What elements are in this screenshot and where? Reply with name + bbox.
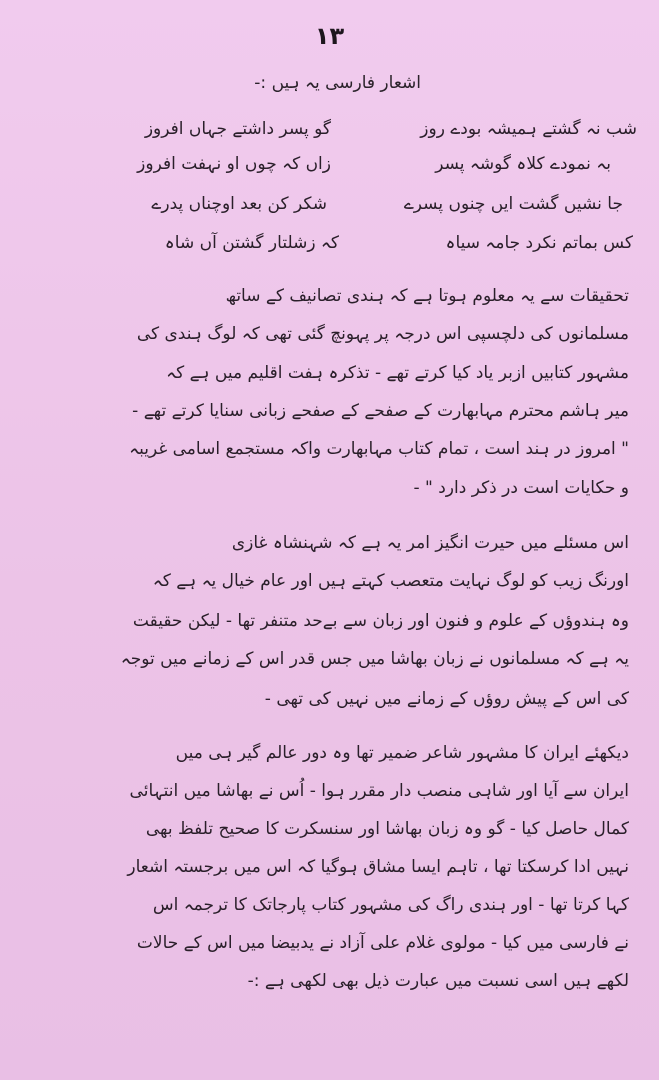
paragraph-line: لکھے ہیں اسی نسبت میں عبارت ذیل بھی لکھی ہے :- [247,971,629,991]
page-number: ۱۳ [314,22,345,50]
verses-heading: اشعار فارسی یہ ہیں :- [254,73,421,93]
paragraph-line: کمال حاصل کیا - گو وہ زبان بھاشا اور سنسکرت کا صحیح تلفظ بھی [145,819,629,839]
verse-2-second: زاں کہ چوں او نہفت افروز [137,154,331,174]
paragraph-line: وہ ہندوؤں کے علوم و فنون اور زبان سے بےحد متنفر تھا - لیکن حقیقت [132,611,629,631]
verse-4-first: کس بماتم نکرد جامہ سیاہ [445,233,633,253]
verse-1-first: شب نہ گشتے ہمیشہ بودے روز [420,119,637,139]
paragraph-line: کی اس کے پیش روؤں کے زمانے میں نہیں کی تھی - [264,689,629,709]
paragraph-line: مشہور کتابیں ازبر یاد کیا کرتے تھے - تذکرہ ہفت اقلیم میں ہے کہ [166,363,629,383]
paragraph-line: نے فارسی میں کیا - مولوی غلام علی آزاد نے یدبیضا میں اس کے حالات [136,933,629,953]
paragraph-line: دیکھئے ایران کا مشہور شاعر ضمیر تھا وہ دور عالم گیر ہی میں [175,743,629,763]
verse-2-first: بہ نمودے کلاہ گوشہ پسر [435,154,611,174]
verse-3-second: شکر کن بعد اوچناں پدرے [151,194,327,214]
paragraph-line: کہا کرتا تھا - اور ہندی راگ کی مشہور کتاب پارجاتک کا ترجمہ اس [152,895,629,915]
paragraph-line: " امروز در ہند است ، تمام کتاب مہابھارت واکہ مستجمع اسامی غریبہ [129,439,629,459]
paragraph-line: و حکایات است در ذکر دارد " - [413,478,629,498]
paragraph-line: ایران سے آیا اور شاہی منصب دار مقرر ہوا - اُس نے بھاشا میں انتہائی [129,781,629,801]
paragraph-line: اورنگ زیب کو لوگ نہایت متعصب کہتے ہیں اور عام خیال یہ ہے کہ [152,571,629,591]
verse-1-second: گو پسر داشتے جہاں افروز [144,119,331,139]
paragraph-line: یہ ہے کہ مسلمانوں نے زبان بھاشا میں جس قدر اس کے زمانے میں توجہ [120,649,629,669]
paragraph-line: اس مسئلے میں حیرت انگیز امر یہ ہے کہ شہنشاہ غازی [231,533,629,553]
verse-4-second: کہ زشلتار گشتن آں شاہ [164,233,339,253]
paragraph-line: میر ہاشم محترم مہابھارت کے صفحے کے صفحے زبانی سنایا کرتے تھے - [132,401,629,421]
paragraph-line: نہیں ادا کرسکتا تھا ، تاہم ایسا مشاق ہوگیا کہ اس میں برجستہ اشعار [127,857,629,877]
verse-3-first: جا نشیں گشت ایں چنوں پسرے [403,194,623,214]
paragraph-line: تحقیقات سے یہ معلوم ہوتا ہے کہ ہندی تصانیف کے ساتھ [225,286,629,306]
paragraph-line: مسلمانوں کی دلچسپی اس درجہ پر پہونچ گئی تھی کہ لوگ ہندی کی [136,324,629,344]
